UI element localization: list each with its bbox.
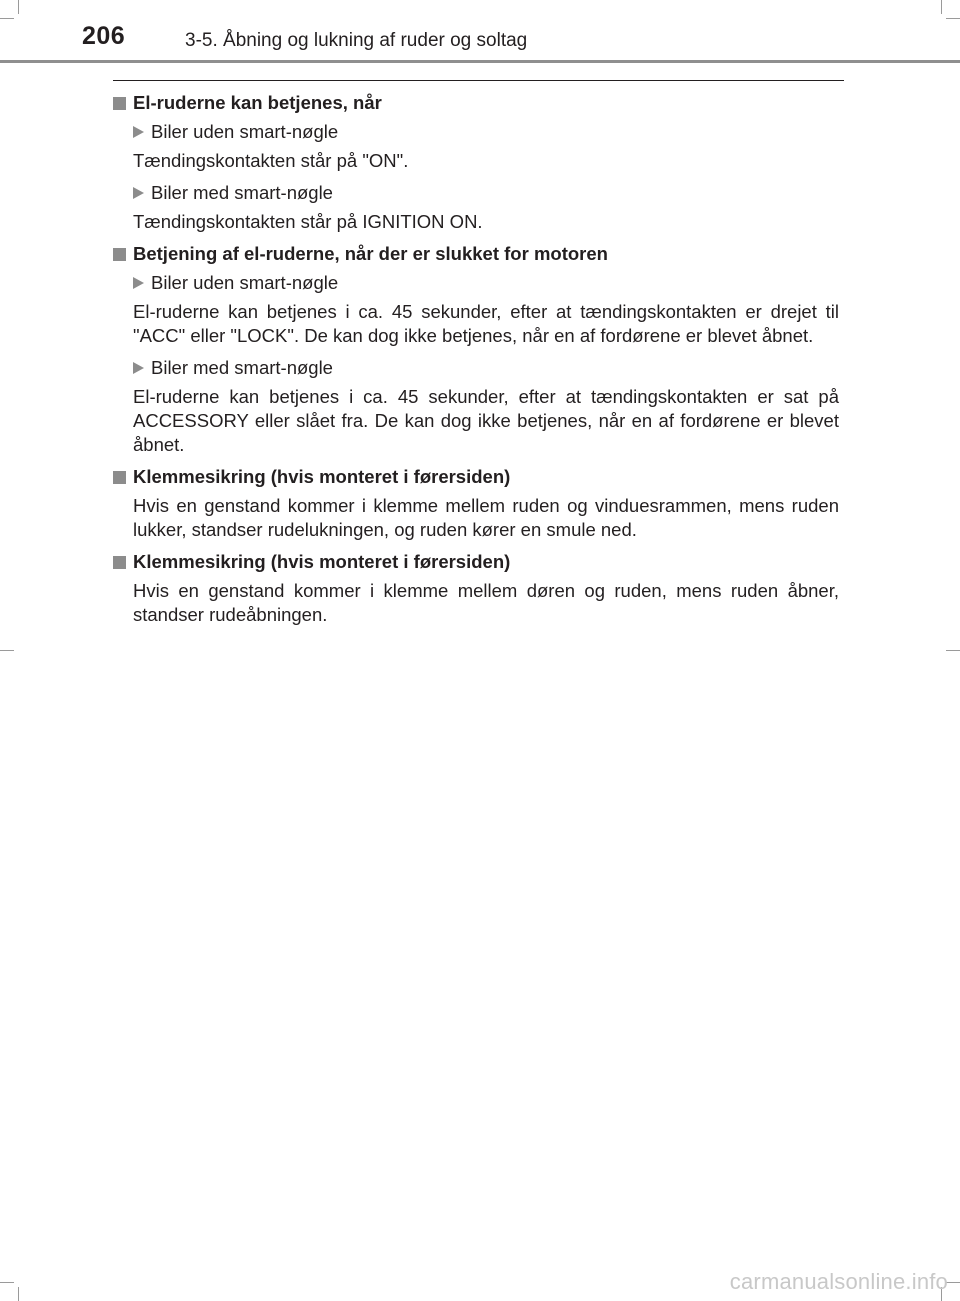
subheading xyxy=(113,120,839,144)
section-heading xyxy=(113,465,839,489)
paragraph: Hvis en genstand kommer i klemme mellem døren og ruden, mens ruden åbner, standser rudeåbningen. xyxy=(133,580,839,625)
paragraph: Tændingskontakten står på IGNITION ON. xyxy=(133,211,483,232)
page-number: 206 xyxy=(82,22,126,50)
watermark: carmanualsonline.info xyxy=(729,1269,948,1294)
section-heading xyxy=(113,91,839,115)
crop-mark xyxy=(946,650,960,651)
section-heading xyxy=(113,242,839,266)
subheading-text: Biler med smart-nøgle xyxy=(151,357,333,378)
subheading-text: Biler uden smart-nøgle xyxy=(151,272,339,293)
header-divider xyxy=(0,60,960,63)
paragraph: El-ruderne kan betjenes i ca. 45 sekunder, efter at tændingskontakten er drejet til "ACC" eller "LOCK". De kan dog ikke betjenes, når en af fordørene er blevet åbnet. xyxy=(133,301,839,346)
square-bullet-icon xyxy=(113,248,126,261)
paragraph: Hvis en genstand kommer i klemme mellem ruden og vinduesrammen, mens ruden lukker, standser rudelukningen, og ruden kører en smule ned. xyxy=(133,495,839,540)
subheading xyxy=(113,356,839,380)
section-heading-text: Betjening af el-ruderne, når der er slukket for motoren xyxy=(133,243,608,264)
subheading-text: Biler uden smart-nøgle xyxy=(151,121,339,142)
crop-mark xyxy=(0,650,14,651)
subheading xyxy=(113,181,839,205)
square-bullet-icon xyxy=(113,97,126,110)
paragraph: El-ruderne kan betjenes i ca. 45 sekunder, efter at tændingskontakten er sat på ACCESSORY eller slået fra. De kan dog ikke betjenes, når en af fordørene er blevet åbnet. xyxy=(133,386,839,455)
section-title: 3-5. Åbning og lukning af ruder og soltag xyxy=(185,30,528,51)
subheading xyxy=(113,271,839,295)
subheading-text: Biler med smart-nøgle xyxy=(151,182,333,203)
paragraph: Tændingskontakten står på "ON". xyxy=(133,150,409,171)
triangle-bullet-icon xyxy=(133,187,144,199)
crop-mark xyxy=(946,1282,960,1283)
square-bullet-icon xyxy=(113,471,126,484)
triangle-bullet-icon xyxy=(133,362,144,374)
page-content xyxy=(113,91,839,635)
triangle-bullet-icon xyxy=(133,126,144,138)
section-heading-text: El-ruderne kan betjenes, når xyxy=(133,92,382,113)
page-header xyxy=(0,0,960,64)
square-bullet-icon xyxy=(113,556,126,569)
triangle-bullet-icon xyxy=(133,277,144,289)
section-heading xyxy=(113,550,839,574)
content-divider xyxy=(113,80,844,81)
crop-mark xyxy=(18,1287,19,1301)
section-heading-text: Klemmesikring (hvis monteret i førersiden) xyxy=(133,551,511,572)
crop-mark xyxy=(0,1282,14,1283)
section-heading-text: Klemmesikring (hvis monteret i førersiden) xyxy=(133,466,511,487)
